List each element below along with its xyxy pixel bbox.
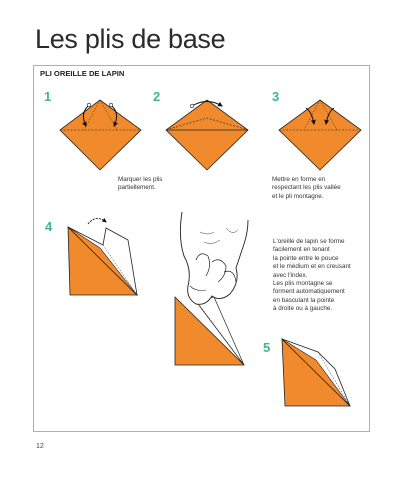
caption-line: L'oreille de lapin se forme: [273, 238, 345, 245]
step-number-3: 3: [272, 89, 280, 104]
caption-line: et le médium et en creusant: [273, 263, 351, 271]
page-title: Les plis de base: [35, 24, 226, 54]
step-number-5: 5: [263, 340, 271, 355]
step-number-2: 2: [153, 89, 161, 104]
caption-line: avec l'index.: [273, 271, 308, 279]
step-number-4: 4: [45, 219, 53, 234]
section-title: PLI OREILLE DE LAPIN: [40, 69, 125, 78]
caption-line: Mettre en forme en: [272, 176, 326, 183]
caption-line: à droite ou à gauche.: [273, 305, 333, 313]
caption-line: Marquer les plis: [118, 176, 163, 183]
caption-line: Les plis montagne se: [273, 280, 333, 288]
caption-line: la pointe entre le pouce: [273, 254, 339, 262]
step-2-diagram: [166, 100, 248, 170]
page-number: 12: [36, 443, 44, 450]
caption-line: facilement en tenant: [273, 246, 330, 254]
hand-illustration: [175, 212, 248, 365]
caption-line: respectant les plis vallée: [272, 184, 341, 192]
step-3-diagram: [279, 100, 361, 170]
mountain-fold-arrow-icon: [88, 218, 106, 224]
caption-line: et le pli montagne.: [272, 192, 324, 200]
caption-line: en basculant la pointe: [273, 296, 335, 304]
step-number-1: 1: [44, 89, 52, 104]
step-4-diagram: [68, 218, 137, 295]
caption-line: partiellement.: [118, 184, 156, 192]
caption-line: forment automatiquement: [273, 288, 345, 296]
step-5-diagram: [282, 339, 350, 406]
step-1-diagram: [60, 100, 141, 170]
